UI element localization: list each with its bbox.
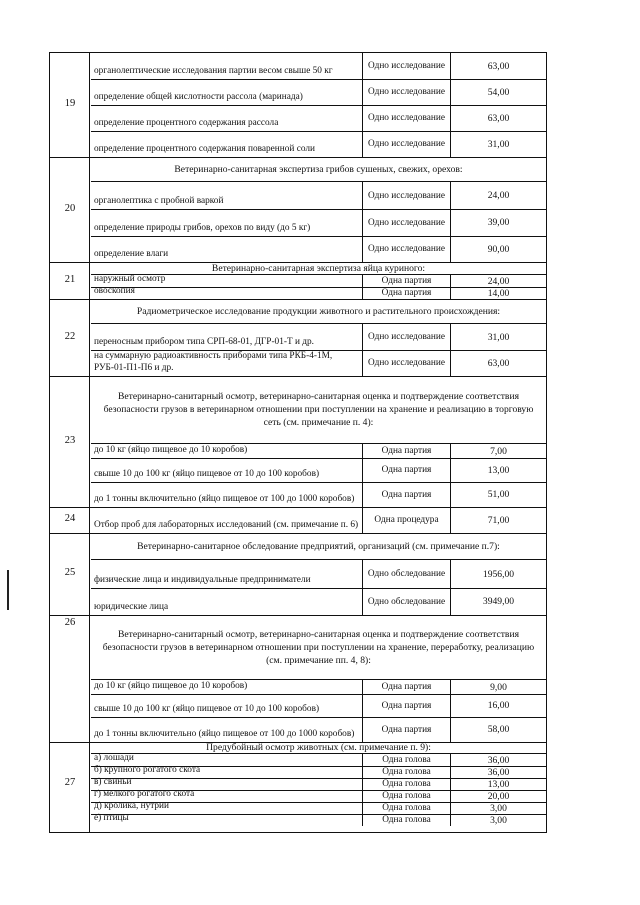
service-name: органолептические исследования партии весом свыше 50 кг: [91, 53, 363, 79]
price-value: 3949,00: [482, 596, 515, 607]
unit-of-measure: Одна голова: [363, 754, 451, 766]
unit-of-measure: Одна партия: [363, 458, 451, 482]
unit-of-measure: Одно исследование: [363, 350, 451, 376]
item-number: 26: [64, 617, 76, 628]
table-row: [91, 287, 546, 299]
price-value: 7,00: [490, 445, 507, 457]
item-number: 22: [64, 330, 76, 342]
service-name: свыше 10 до 100 кг (яйцо пищевое от 10 до 100 коробов): [91, 694, 363, 717]
price-value: 71,00: [487, 514, 510, 526]
price-value: 51,00: [487, 489, 510, 500]
unit-of-measure: Одна голова: [363, 802, 451, 814]
price-value: 63,00: [487, 60, 510, 72]
item-number: 24: [64, 513, 76, 524]
service-name: юридические лица: [91, 588, 363, 615]
table-row: [91, 324, 546, 351]
item-number: 25: [64, 567, 76, 578]
table-row: [91, 588, 546, 615]
price-value: 90,00: [487, 243, 510, 255]
table-row: [91, 236, 546, 262]
service-name: на суммарную радиоактивность приборами типа РКБ-4-1М, РУБ-01-П1-П6 и др.: [91, 350, 363, 376]
unit-of-measure: Одно исследование: [363, 131, 451, 157]
service-name: до 1 тонны включительно (яйцо пищевое от 100 до 1000 коробов): [91, 717, 363, 742]
price-value: 39,00: [487, 217, 510, 228]
price-value: 20,00: [487, 790, 510, 802]
table-row: [91, 209, 546, 237]
table-row: [91, 105, 546, 132]
price-value: 13,00: [487, 464, 510, 476]
table-row: [91, 182, 546, 210]
service-name: г) мелкого рогатого скота: [91, 790, 363, 802]
service-name: переносным прибором типа СРП-68-01, ДГР-01-Т и др.: [91, 324, 363, 350]
table-row: [91, 444, 546, 459]
table-row: [91, 560, 546, 589]
unit-of-measure: Одно обследование: [363, 588, 451, 615]
unit-of-measure: Одна партия: [363, 717, 451, 742]
price-value: 9,00: [490, 681, 507, 693]
price-value: 1956,00: [482, 568, 515, 580]
service-name: определение процентного содержания поваренной соли: [91, 131, 363, 157]
service-name: определение влаги: [91, 236, 363, 262]
table-section: [50, 533, 546, 616]
price-value: 3,00: [490, 802, 507, 814]
price-value: 31,00: [487, 331, 510, 343]
number-column-divider: [89, 52, 90, 833]
table-row: [91, 694, 546, 718]
unit-of-measure: Одна голова: [363, 778, 451, 790]
unit-of-measure: Одно обследование: [363, 560, 451, 588]
table-row: [91, 79, 546, 106]
table-section: [50, 299, 546, 377]
section-header: Предубойный осмотр животных (см. примечание п. 9):: [91, 742, 546, 754]
margin-mark: [7, 570, 9, 610]
service-name: а) лошади: [91, 754, 363, 766]
service-name: до 10 кг (яйцо пищевое до 10 коробов): [91, 444, 363, 458]
table-section: [50, 157, 546, 263]
service-name: свыше 10 до 100 кг (яйцо пищевое от 10 до 100 коробов): [91, 458, 363, 482]
table-row: [91, 350, 546, 376]
item-number: 21: [64, 273, 76, 285]
service-name: физические лица и индивидуальные предприниматели: [91, 560, 363, 588]
service-name: определение природы грибов, орехов по виду (до 5 кг): [91, 209, 363, 236]
unit-of-measure: Одно исследование: [363, 79, 451, 105]
unit-of-measure: Одно исследование: [363, 324, 451, 350]
price-value: 63,00: [487, 357, 510, 369]
service-name: органолептика с пробной варкой: [91, 182, 363, 209]
price-value: 16,00: [487, 700, 510, 711]
table-row: [91, 53, 546, 80]
price-value: 36,00: [487, 754, 510, 766]
service-name: до 10 кг (яйцо пищевое до 10 коробов): [91, 680, 363, 694]
table-section: [50, 742, 546, 826]
item-number: 19: [64, 98, 76, 109]
unit-of-measure: Одно исследование: [363, 53, 451, 79]
table-section: [50, 376, 546, 508]
table-row: [91, 717, 546, 742]
section-header: Ветеринарно-санитарный осмотр, ветеринарно-санитарная оценка и подтверждение соответствия безопасности грузов в ветеринарном отношении при поступлении на хранение и реализацию в торговую сеть (см. примечание п. 4):: [91, 376, 546, 444]
service-name: Отбор проб для лабораторных исследований (см. примечание п. 6): [91, 507, 363, 533]
price-value: 58,00: [487, 724, 510, 735]
unit-of-measure: Одна партия: [363, 694, 451, 717]
service-name: е) птицы: [91, 814, 363, 826]
table-section: [50, 615, 546, 743]
unit-of-measure: Одна партия: [363, 482, 451, 507]
unit-of-measure: Одно исследование: [363, 209, 451, 236]
table-row: [91, 458, 546, 483]
service-name: овоскопия: [91, 287, 363, 299]
service-name: д) кролика, нутрии: [91, 802, 363, 814]
unit-of-measure: Одна партия: [363, 444, 451, 458]
table-row: [91, 507, 546, 533]
price-value: 13,00: [487, 778, 510, 790]
price-value: 3,00: [490, 814, 507, 826]
unit-of-measure: Одна процедура: [363, 507, 451, 533]
section-header: Радиометрическое исследование продукции животного и растительного происхождения:: [91, 299, 546, 324]
unit-of-measure: Одно исследование: [363, 182, 451, 209]
service-name: в) свиньи: [91, 778, 363, 790]
price-value: 14,00: [487, 287, 510, 299]
unit-of-measure: Одна голова: [363, 790, 451, 802]
unit-of-measure: Одно исследование: [363, 105, 451, 131]
unit-of-measure: Одна партия: [363, 680, 451, 694]
price-value: 31,00: [487, 138, 510, 150]
unit-of-measure: Одна партия: [363, 287, 451, 299]
service-name: б) крупного рогатого скота: [91, 766, 363, 778]
service-name: определение общей кислотности рассола (маринада): [91, 79, 363, 105]
service-name: до 1 тонны включительно (яйцо пищевое от 100 до 1000 коробов): [91, 482, 363, 507]
unit-of-measure: Одна голова: [363, 766, 451, 778]
item-number: 23: [64, 434, 76, 446]
price-value: 24,00: [487, 190, 510, 201]
table-row: [91, 482, 546, 507]
section-header: Ветеринарно-санитарный осмотр, ветеринарно-санитарная оценка и подтверждение соответствия безопасности грузов в ветеринарном отношении при поступлении на хранение, переработку, реализацию (см. примечание пп. 4, 8):: [91, 615, 546, 680]
section-header: Ветеринарно-санитарное обследование предприятий, организаций (см. примечание п.7):: [91, 533, 546, 560]
table-section: [50, 507, 546, 534]
item-number: 27: [64, 777, 76, 788]
table-section: [50, 262, 546, 300]
table-row: [91, 680, 546, 695]
table-row: [91, 814, 546, 826]
section-header: Ветеринарно-санитарная экспертиза яйца куриного:: [91, 262, 546, 275]
service-name: определение процентного содержания рассола: [91, 105, 363, 131]
table-section: [50, 53, 546, 158]
service-name: наружный осмотр: [91, 275, 363, 287]
price-table: [49, 52, 547, 833]
unit-of-measure: Одно исследование: [363, 236, 451, 262]
price-value: 63,00: [487, 112, 510, 124]
unit-of-measure: Одна голова: [363, 814, 451, 826]
unit-of-measure: Одна партия: [363, 275, 451, 287]
price-value: 24,00: [487, 275, 510, 287]
price-value: 36,00: [487, 766, 510, 778]
price-value: 54,00: [487, 86, 510, 98]
section-header: Ветеринарно-санитарная экспертиза грибов сушеных, свежих, орехов:: [91, 157, 546, 182]
item-number: 20: [64, 202, 76, 214]
table-row: [91, 131, 546, 157]
